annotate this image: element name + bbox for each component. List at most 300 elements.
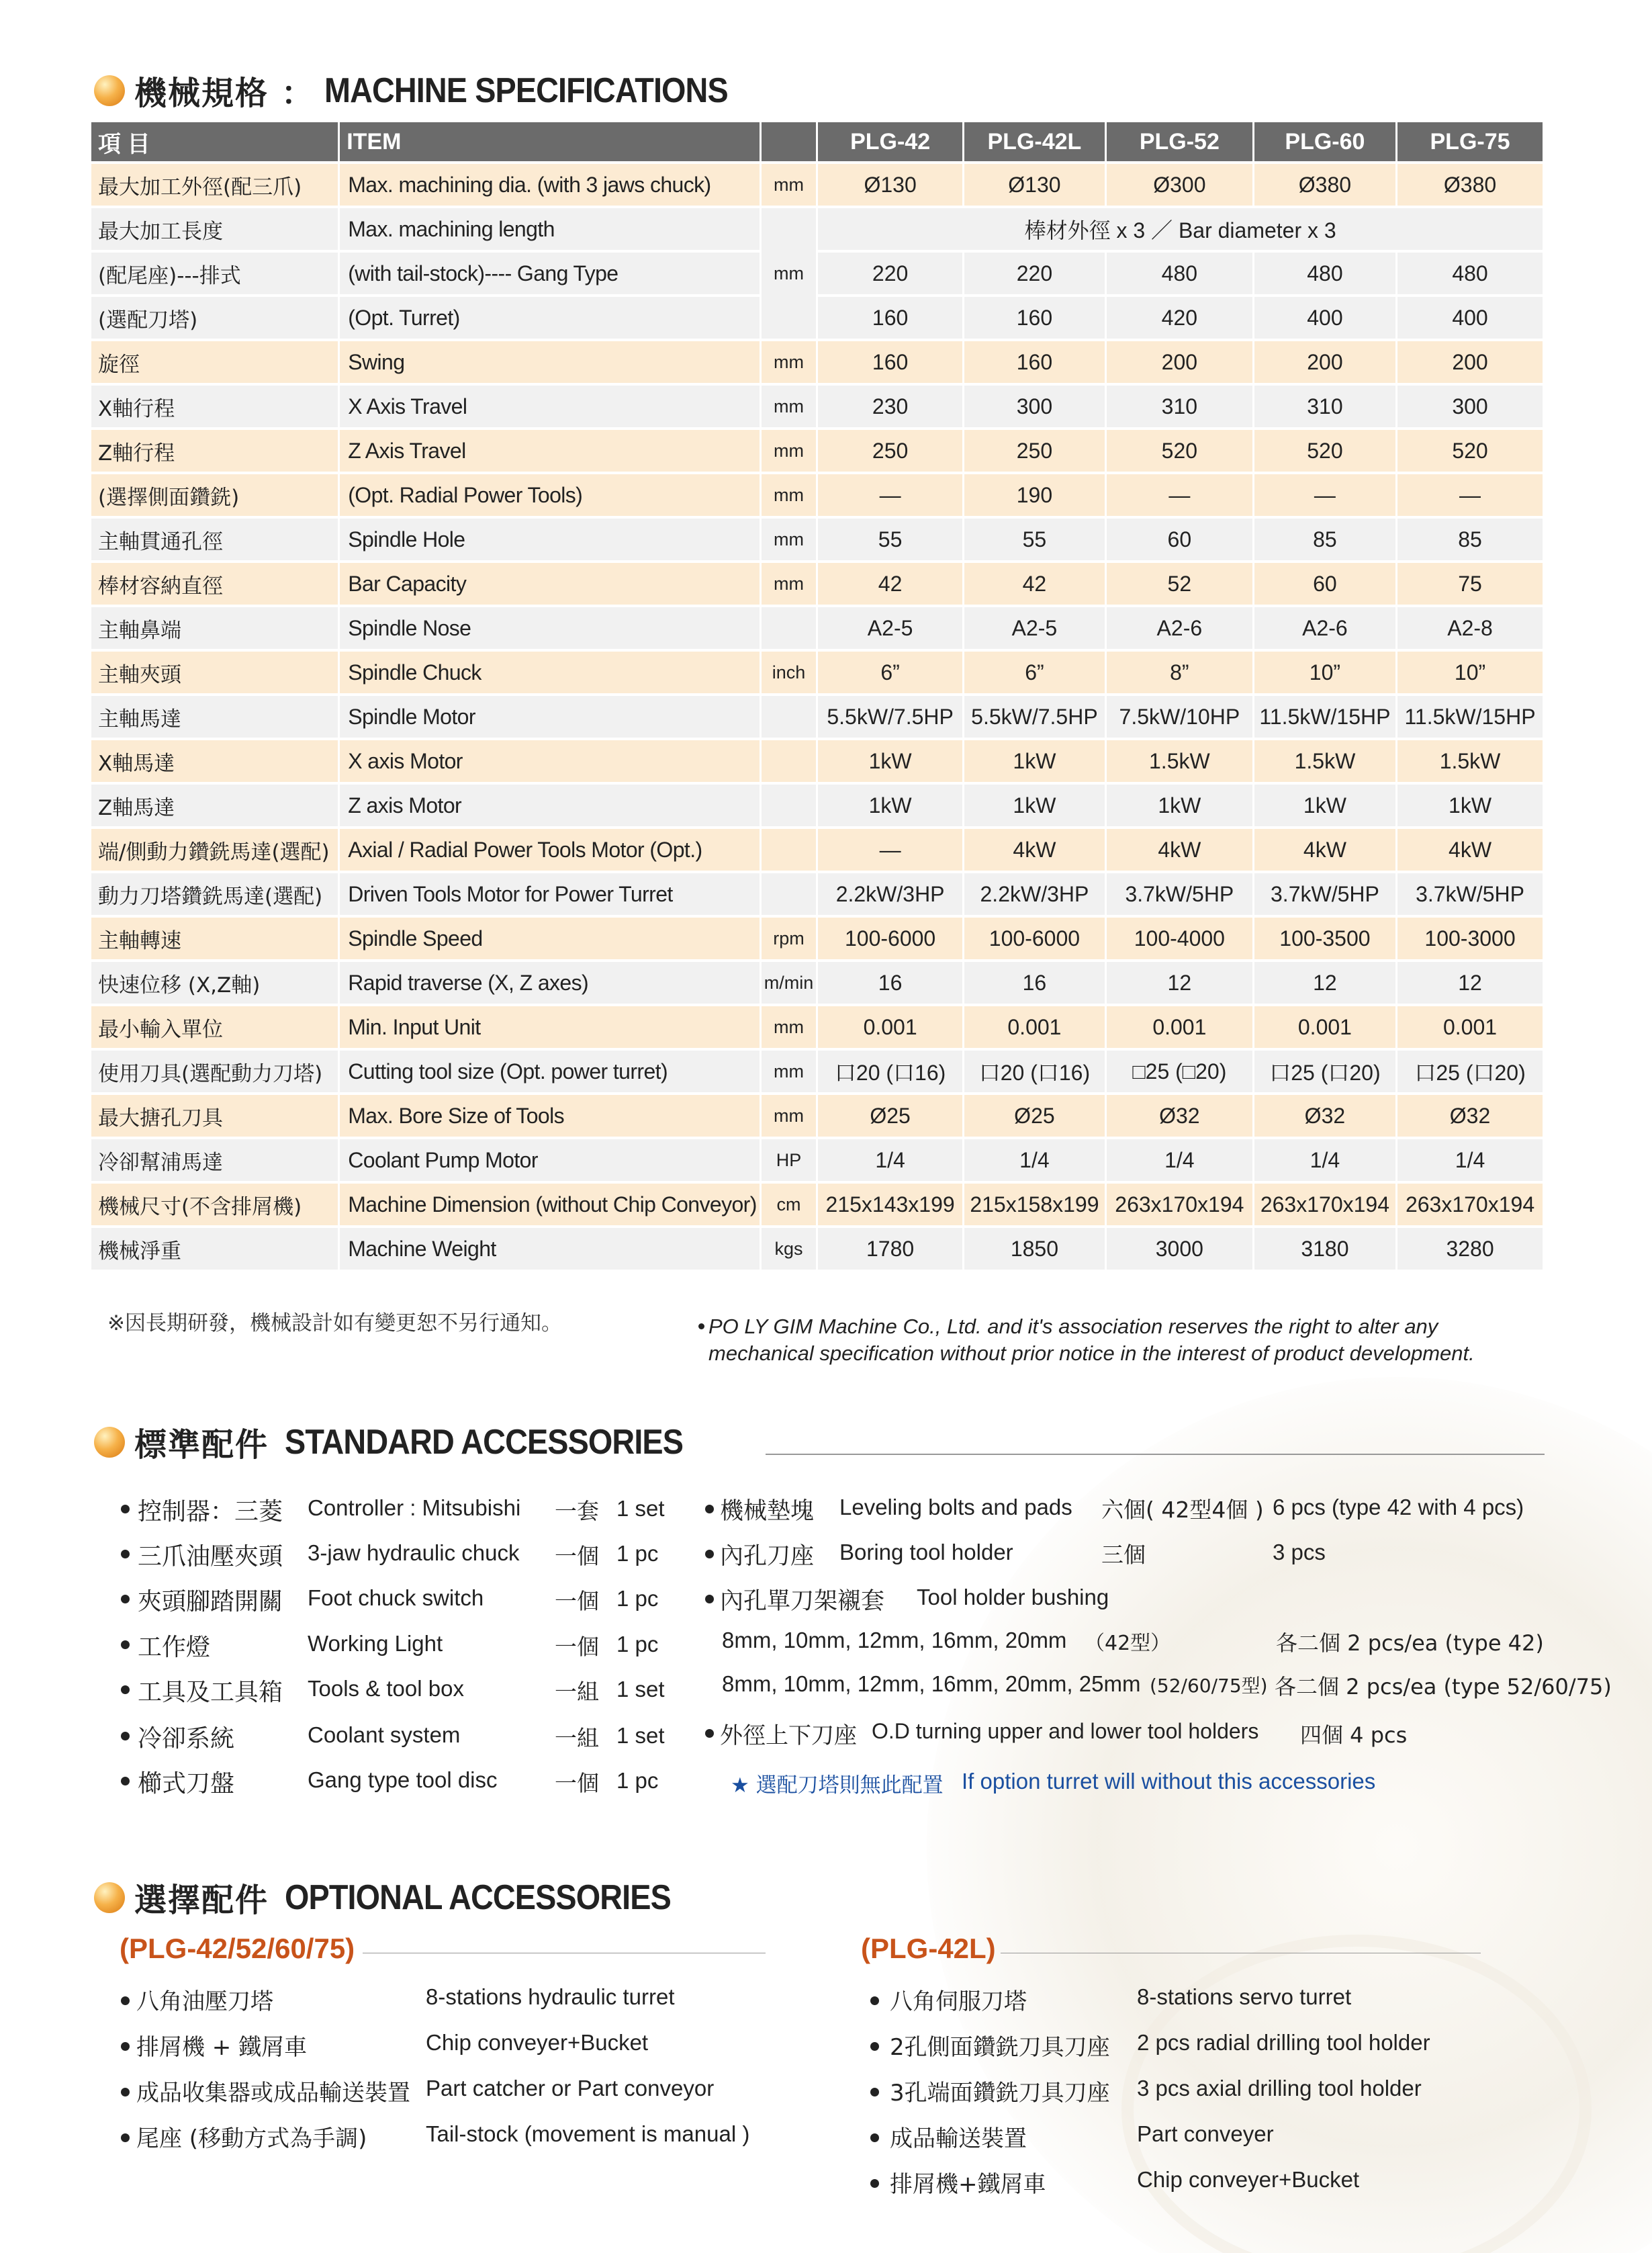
spec-unit: mm [762,386,817,427]
spec-value: 1kW [964,740,1105,782]
std-item-zh: 三爪油壓夾頭 [138,1543,283,1571]
bullet-icon [121,2042,130,2051]
note-zh: ※因長期研發，機械設計如有變更恕不另行通知。 [107,1311,562,1335]
opt-item-en: 8-stations servo turret [1137,1984,1352,2009]
spec-label-en: Machine Dimension (without Chip Conveyor) [340,1184,760,1225]
bullet-icon [121,1685,130,1694]
table-row [91,1139,1543,1181]
turret-note-en: If option turret will without this accessories [962,1769,1376,1794]
spec-value: Ø25 [818,1095,962,1137]
spec-value: 1850 [964,1228,1105,1270]
table-row [91,1184,1543,1225]
table-row [91,563,1543,605]
spec-value: 520 [1397,430,1543,472]
table-row [91,1006,1543,1048]
spec-value: — [1254,474,1395,516]
spec-value: 1kW [1254,785,1395,826]
spec-label-zh: (選配刀塔) [91,297,338,339]
spec-value: 520 [1107,430,1252,472]
spec-value: 1/4 [1397,1139,1543,1181]
spec-value: 3180 [1254,1228,1395,1270]
bullet-icon [698,1323,704,1329]
spec-label-en: Spindle Nose [340,607,760,649]
opt-item-en: Chip conveyer+Bucket [426,2030,649,2055]
table-header-row [91,122,1543,161]
spec-value: 6” [964,652,1105,693]
spec-value: 1kW [1107,785,1252,826]
spec-value: 100-4000 [1107,918,1252,959]
std-right-qty-zh: 三個 [1101,1542,1146,1568]
spec-value: 11.5kW/15HP [1397,696,1543,738]
table-row [91,740,1543,782]
spec-label-zh: 機械尺寸(不含排屑機) [91,1184,338,1225]
opt-item-zh: 成品輸送裝置 [890,2125,1027,2152]
bullet-icon [121,1777,130,1785]
orange-ball-icon [94,1427,125,1458]
spec-value: 10” [1397,652,1543,693]
spec-value: 60 [1107,519,1252,560]
spec-value: 口20 (口16) [818,1051,962,1092]
spec-unit [762,785,817,826]
spec-value: 4kW [1397,829,1543,871]
std-right-en: Boring tool holder [839,1540,1013,1564]
spec-value: 12 [1107,962,1252,1004]
spec-value: A2-8 [1397,607,1543,649]
spec-label-en: Spindle Motor [340,696,760,738]
table-row [91,652,1543,693]
spec-value: 1.5kW [1254,740,1395,782]
spec-value: □25 (□20) [1107,1051,1252,1092]
spec-value: 310 [1107,386,1252,427]
bushing-type-52: (52/60/75型) [1150,1675,1268,1697]
spec-label-en: Max. Bore Size of Tools [340,1095,760,1137]
spec-label-en: Cutting tool size (Opt. power turret) [340,1051,760,1092]
spec-value: 85 [1397,519,1543,560]
spec-value: 1kW [818,740,962,782]
spec-value: 3.7kW/5HP [1107,873,1252,915]
std-item-zh: 櫛式刀盤 [138,1770,235,1798]
std-right-zh: 外徑上下刀座 [720,1722,857,1749]
header-model: PLG-52 [1107,122,1252,161]
spec-value: 400 [1397,297,1543,339]
std-right-zh: 機械墊塊 [720,1498,815,1525]
opt-item-zh: 尾座 (移動方式為手調) [136,2125,367,2152]
spec-value: 160 [818,341,962,383]
spec-value: 1kW [964,785,1105,826]
spec-label-en: Max. machining dia. (with 3 jaws chuck) [340,164,760,206]
spec-value: Ø130 [818,164,962,206]
std-qty-en: 1 pc [616,1586,659,1611]
bullet-icon [870,2133,879,2142]
std-item-zh: 控制器：三菱 [138,1498,283,1526]
spec-value: 1/4 [1107,1139,1252,1181]
std-right-en: O.D turning upper and lower tool holders [872,1719,1259,1743]
spec-value: 520 [1254,430,1395,472]
spec-value: Ø130 [964,164,1105,206]
spec-unit: kgs [762,1228,817,1270]
spec-unit: mm [762,341,817,383]
opt-item-en: 3 pcs axial drilling tool holder [1137,2076,1422,2101]
spec-value: 0.001 [818,1006,962,1048]
bullet-icon [121,1640,130,1649]
spec-unit: mm [762,1006,817,1048]
table-row [91,519,1543,560]
spec-value: 2.2kW/3HP [964,873,1105,915]
std-qty-zh: 一個 [555,1770,599,1796]
bullet-icon [870,1996,879,2005]
std-qty-zh: 一組 [555,1725,599,1751]
opt-item-en: Chip conveyer+Bucket [1137,2167,1360,2192]
spec-label-en: X axis Motor [340,740,760,782]
table-row [91,696,1543,738]
standard-section-title [94,1419,727,1465]
std-right-en: Tool holder bushing [917,1585,1109,1609]
spec-label-en: (Opt. Turret) [340,297,760,339]
spec-value: 5.5kW/7.5HP [964,696,1105,738]
spec-value: 1kW [818,785,962,826]
spec-value: 1780 [818,1228,962,1270]
spec-value: 75 [1397,563,1543,605]
table-row [91,474,1543,516]
spec-label-zh: 旋徑 [91,341,338,383]
spec-unit: mm [762,563,817,605]
spec-value: 52 [1107,563,1252,605]
opt-item-zh: 八角伺服刀塔 [890,1988,1027,2015]
bullet-icon [121,1550,130,1558]
spec-label-zh: 快速位移 (X,Z軸) [91,962,338,1004]
opt-item-zh: 3孔端面鑽銑刀具刀座 [890,2080,1110,2107]
spec-label-zh: 冷卻幫浦馬達 [91,1139,338,1181]
spec-label-zh: (配尾座)---排式 [91,253,338,294]
spec-value: 8” [1107,652,1252,693]
std-right-qty-zh: 六個( 42型4個 ) [1101,1497,1264,1523]
orange-ball-icon [94,75,125,106]
spec-value: — [818,829,962,871]
spec-value: 400 [1254,297,1395,339]
spec-unit: mm [762,430,817,472]
spec-value: 100-6000 [964,918,1105,959]
spec-value: 11.5kW/15HP [1254,696,1395,738]
spec-unit: mm [762,1051,817,1092]
spec-label-zh: 最小輸入單位 [91,1006,338,1048]
spec-value: 480 [1254,253,1395,294]
spec-value: 口20 (口16) [964,1051,1105,1092]
spec-label-zh: 最大加工長度 [91,208,338,250]
bushing-type-42: （42型） [1085,1632,1171,1655]
spec-value: 310 [1254,386,1395,427]
spec-value: 10” [1254,652,1395,693]
bushing-qty-42: 各二個 2 pcs/ea (type 42) [1276,1630,1544,1656]
spec-value: 215x143x199 [818,1184,962,1225]
divider [766,1454,1545,1455]
spec-value: — [818,474,962,516]
spec-value: Ø300 [1107,164,1252,206]
spec-value: 300 [1397,386,1543,427]
table-row [91,386,1543,427]
table-row [91,164,1543,206]
std-item-en: Controller : Mitsubishi [308,1495,521,1520]
spec-unit: mm [762,1095,817,1137]
std-item-en: 3-jaw hydraulic chuck [308,1540,520,1565]
spec-label-zh: 主軸鼻端 [91,607,338,649]
std-item-zh: 工作燈 [138,1634,211,1661]
spec-label-zh: (選擇側面鑽銑) [91,474,338,516]
spec-unit: m/min [762,962,817,1004]
spec-value: 12 [1397,962,1543,1004]
spec-unit: rpm [762,918,817,959]
spec-label-zh: 主軸馬達 [91,696,338,738]
spec-value: 250 [818,430,962,472]
bullet-icon [121,1996,130,2005]
bullet-icon [870,2179,879,2188]
table-row [91,297,1543,339]
spec-value: 250 [964,430,1105,472]
bullet-icon [705,1595,714,1603]
spec-unit: cm [762,1184,817,1225]
std-item-zh: 冷卻系統 [138,1725,235,1753]
spec-value: 220 [964,253,1105,294]
spec-label-en: Swing [340,341,760,383]
spec-value: — [1107,474,1252,516]
table-row [91,785,1543,826]
spec-label-zh: Z軸行程 [91,430,338,472]
spec-label-en: Spindle Speed [340,918,760,959]
header-item-zh: 項 目 [91,122,338,161]
bullet-icon [705,1729,714,1738]
spec-value: 160 [964,341,1105,383]
std-qty-zh: 一套 [555,1498,599,1524]
optional-title-zh: 選擇配件 [134,1882,269,1919]
bullet-icon [121,1732,130,1740]
spec-value: A2-5 [818,607,962,649]
opt-item-zh: 2孔側面鑽銑刀具刀座 [890,2034,1110,2061]
spec-value: 1kW [1397,785,1543,826]
spec-value: 42 [818,563,962,605]
turret-note-zh: ★ 選配刀塔則無此配置 [731,1773,944,1798]
table-row [91,253,1543,294]
spec-unit: inch [762,652,817,693]
spec-value: 480 [1397,253,1543,294]
table-row [91,208,1543,250]
spec-value: 55 [818,519,962,560]
spec-value: 0.001 [964,1006,1105,1048]
spec-value: 6” [818,652,962,693]
spec-title-en: MACHINE SPECIFICATIONS [324,71,728,110]
spec-label-en: Spindle Chuck [340,652,760,693]
std-qty-en: 1 pc [616,1768,659,1793]
standard-title-zh: 標準配件 [134,1426,269,1464]
std-item-zh: 夾頭腳踏開關 [138,1588,283,1616]
spec-value: 1/4 [1254,1139,1395,1181]
spec-label-zh: 主軸轉速 [91,918,338,959]
table-row [91,1228,1543,1270]
spec-unit: mm [762,208,817,339]
spec-label-en: Machine Weight [340,1228,760,1270]
spec-value: 300 [964,386,1105,427]
spec-value: A2-6 [1107,607,1252,649]
spec-value: Ø32 [1107,1095,1252,1137]
spec-label-en: Max. machining length [340,208,760,250]
header-model: PLG-42 [818,122,962,161]
std-right-zh: 內孔單刀架襯套 [720,1588,885,1615]
spec-value: 100-6000 [818,918,962,959]
table-row [91,341,1543,383]
spec-value: A2-6 [1254,607,1395,649]
spec-label-zh: 最大加工外徑(配三爪) [91,164,338,206]
table-row [91,1051,1543,1092]
table-row [91,607,1543,649]
optional-left-subtitle: (PLG-42/52/60/75) [120,1933,355,1964]
spec-value: Ø380 [1254,164,1395,206]
spec-unit: mm [762,164,817,206]
spec-label-zh: X軸行程 [91,386,338,427]
table-row [91,430,1543,472]
spec-value: 口25 (口20) [1397,1051,1543,1092]
opt-item-zh: 排屑機 + 鐵屑車 [136,2034,308,2061]
spec-value: Ø380 [1397,164,1543,206]
spec-unit: mm [762,474,817,516]
spec-value: 263x170x194 [1254,1184,1395,1225]
bullet-icon [705,1550,714,1558]
spec-label-zh: 棒材容納直徑 [91,563,338,605]
spec-unit [762,829,817,871]
table-row [91,873,1543,915]
std-right-qty-en: 3 pcs [1273,1540,1326,1564]
spec-label-zh: 最大搪孔刀具 [91,1095,338,1137]
std-qty-en: 1 set [616,1723,665,1748]
std-item-en: Tools & tool box [308,1676,464,1701]
spec-value: 215x158x199 [964,1184,1105,1225]
spec-section-title [94,67,772,114]
optional-section-title [94,1874,714,1920]
spec-value: 2.2kW/3HP [818,873,962,915]
header-model: PLG-60 [1254,122,1395,161]
std-item-zh: 工具及工具箱 [138,1679,283,1706]
std-item-en: Working Light [308,1631,443,1656]
bullet-icon [121,2088,130,2096]
std-qty-zh: 一個 [555,1634,599,1660]
opt-item-en: 2 pcs radial drilling tool holder [1137,2030,1430,2055]
std-right-qty-en: 6 pcs (type 42 with 4 pcs) [1273,1495,1524,1519]
std-qty-en: 1 set [616,1496,665,1521]
std-right-zh: 內孔刀座 [720,1543,815,1570]
standard-title-en: STANDARD ACCESSORIES [285,1422,684,1462]
spec-value: 160 [964,297,1105,339]
table-row [91,829,1543,871]
spec-label-en: Rapid traverse (X, Z axes) [340,962,760,1004]
spec-value: 4kW [964,829,1105,871]
spec-unit: mm [762,519,817,560]
spec-value: 55 [964,519,1105,560]
bullet-icon [870,2042,879,2051]
spec-label-en: Driven Tools Motor for Power Turret [340,873,760,915]
note-en-line1: PO LY GIM Machine Co., Ltd. and it's association reserves the right to alter any [708,1315,1438,1338]
optional-right-subtitle: (PLG-42L) [861,1933,996,1964]
spec-value: 85 [1254,519,1395,560]
spec-value: A2-5 [964,607,1105,649]
opt-item-zh: 成品收集器或成品輸送裝置 [136,2080,410,2107]
spec-label-en: Z axis Motor [340,785,760,826]
spec-value: Ø32 [1254,1095,1395,1137]
spec-value: 16 [818,962,962,1004]
spec-value: 7.5kW/10HP [1107,696,1252,738]
spec-value: 220 [818,253,962,294]
bullet-icon [121,1595,130,1603]
spec-value: 12 [1254,962,1395,1004]
spec-label-zh: 使用刀具(選配動力刀塔) [91,1051,338,1092]
std-right-qty: 四個 4 pcs [1300,1722,1408,1748]
spec-label-zh: 動力刀塔鑽銑馬達(選配) [91,873,338,915]
optional-title-en: OPTIONAL ACCESSORIES [285,1878,671,1917]
bullet-icon [870,2088,879,2096]
spec-value: 200 [1397,341,1543,383]
spec-value: 263x170x194 [1107,1184,1252,1225]
spec-value: 口25 (口20) [1254,1051,1395,1092]
spec-value: 0.001 [1107,1006,1252,1048]
opt-item-en: 8-stations hydraulic turret [426,1984,675,2009]
spec-value: 42 [964,563,1105,605]
opt-item-en: Part conveyer [1137,2121,1274,2146]
opt-item-en: Part catcher or Part conveyor [426,2076,715,2101]
bullet-icon [121,2133,130,2142]
spec-label-zh: X軸馬達 [91,740,338,782]
spec-value: 0.001 [1397,1006,1543,1048]
spec-label-en: (with tail-stock)---- Gang Type [340,253,760,294]
bushing-sizes-42: 8mm, 10mm, 12mm, 16mm, 20mm [722,1628,1067,1652]
std-item-en: Foot chuck switch [308,1585,484,1610]
table-row [91,962,1543,1004]
spec-label-en: X Axis Travel [340,386,760,427]
spec-label-en: Min. Input Unit [340,1006,760,1048]
spec-value: 190 [964,474,1105,516]
std-item-en: Gang type tool disc [308,1767,498,1792]
spec-value: 1.5kW [1397,740,1543,782]
spec-value: 4kW [1254,829,1395,871]
std-right-en: Leveling bolts and pads [839,1495,1072,1519]
spec-value: 263x170x194 [1397,1184,1543,1225]
orange-ball-icon [94,1882,125,1913]
note-en-line2: mechanical specification without prior notice in the interest of product development. [708,1341,1475,1365]
spec-value: 5.5kW/7.5HP [818,696,962,738]
spec-value: 16 [964,962,1105,1004]
spec-value: 200 [1107,341,1252,383]
spec-unit: HP [762,1139,817,1181]
spec-value: 100-3500 [1254,918,1395,959]
spec-value: 160 [818,297,962,339]
spec-label-zh: 機械淨重 [91,1228,338,1270]
spec-unit [762,696,817,738]
spec-label-en: Coolant Pump Motor [340,1139,760,1181]
spec-label-en: (Opt. Radial Power Tools) [340,474,760,516]
spec-unit [762,740,817,782]
spec-label-en: Z Axis Travel [340,430,760,472]
std-item-en: Coolant system [308,1722,461,1747]
spec-value: 0.001 [1254,1006,1395,1048]
spec-value: Ø25 [964,1095,1105,1137]
spec-table [89,120,1545,1272]
std-qty-zh: 一組 [555,1679,599,1705]
table-row [91,918,1543,959]
spec-value: 200 [1254,341,1395,383]
spec-value: 230 [818,386,962,427]
spec-title-zh: 機械規格 ： [134,75,315,112]
spec-value: 1/4 [964,1139,1105,1181]
spec-label-zh: Z軸馬達 [91,785,338,826]
spec-unit [762,607,817,649]
bushing-sizes-52: 8mm, 10mm, 12mm, 16mm, 20mm, 25mm [722,1671,1141,1696]
header-item-en: ITEM [340,122,760,161]
spec-value: 3.7kW/5HP [1254,873,1395,915]
